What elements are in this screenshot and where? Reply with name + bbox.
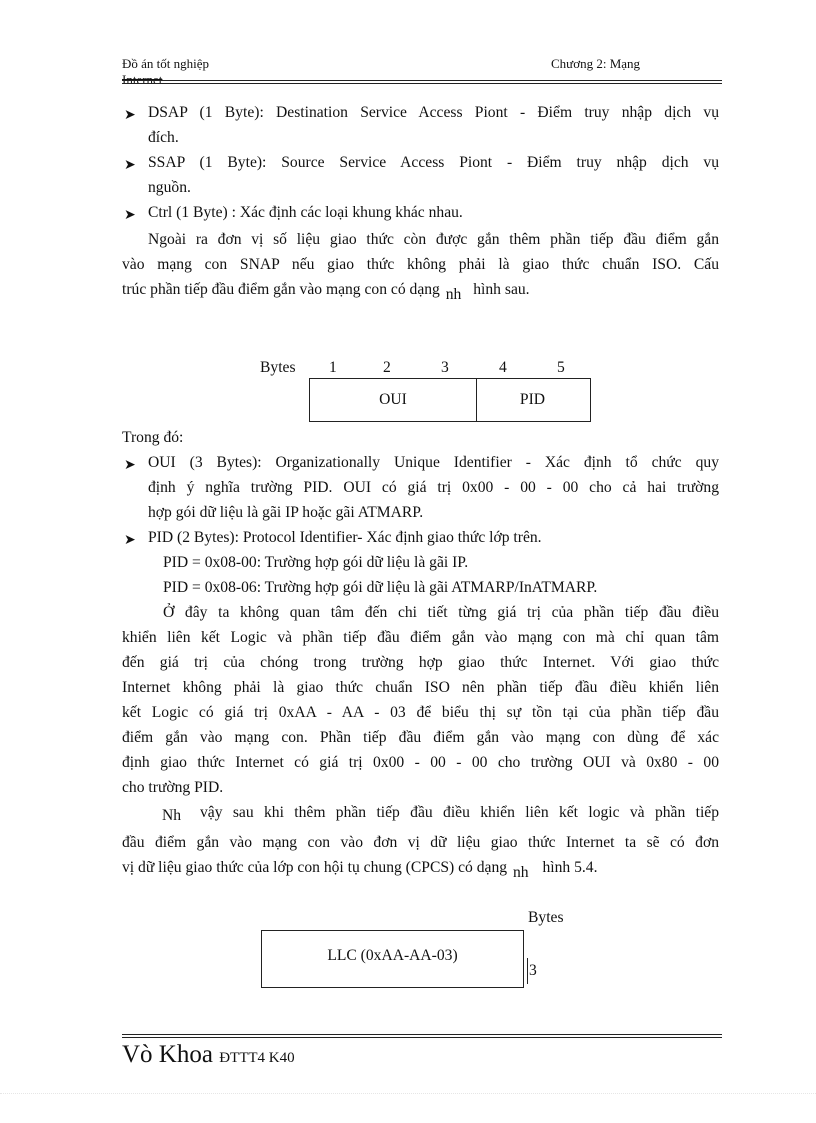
para1-line3-text: trúc phần tiếp đầu điểm gắn vào mạng con có dạng [122, 281, 440, 298]
para2-line4: Internet không phải là giao thức chuẩn ISO nên phần tiếp đầu điều khiển liên [122, 679, 719, 696]
diagram2-llc-label: LLC (0xAA-AA-03) [327, 947, 458, 964]
para3-line2: đầu điểm gắn vào mạng con vào đơn vị dữ liệu giao thức Internet ta sẽ có đơn [122, 834, 719, 851]
para3-line1-text: vậy sau khi thêm phần tiếp đầu điều khiển liên kết logic và phần tiếp [200, 804, 719, 821]
para2-line2: khiển liên kết Logic và phần tiếp đầu điểm gắn vào mạng con mà chỉ quan tâm [122, 629, 719, 646]
bullet-pid-line2: PID = 0x08-00: Trường hợp gói dữ liệu là gãi IP. [163, 554, 469, 571]
diagram1-byte-5: 5 [557, 359, 565, 376]
bullet-ssap-line1: SSAP (1 Byte): Source Service Access Piont - Điểm truy nhập dịch vụ [148, 154, 719, 171]
footer-author-class: ĐTTT4 K40 [219, 1050, 295, 1066]
bullet-oui-line1: OUI (3 Bytes): Organizationally Unique Identifier - Xác định tổ chức quy [148, 454, 719, 471]
bullet-ctrl-line1: Ctrl (1 Byte) : Xác định các loại khung khác nhau. [148, 204, 463, 221]
page-edge-dotted-line [0, 1093, 816, 1094]
bullet-dsap-line1: DSAP (1 Byte): Destination Service Access Piont - Điểm truy nhập dịch vụ [148, 104, 719, 121]
footer-author [122, 1040, 295, 1073]
bullet-pid-line3: PID = 0x08-06: Trường hợp gói dữ liệu là gãi ATMARP/InATMARP. [163, 579, 598, 596]
para1-line2: vào mạng con SNAP nếu giao thức không phải là giao thức chuẩn ISO. Cấu [122, 256, 719, 273]
bullet-arrow-icon: ➤ [124, 158, 136, 173]
diagram1-byte-1: 1 [329, 359, 337, 376]
para3-nh2: nh [512, 864, 529, 881]
footer-author-name: Vò Khoa [122, 1041, 213, 1068]
para3-line1 [162, 803, 719, 828]
bullet-oui-line3: hợp gói dữ liệu là gãi IP hoặc gãi ATMARP. [148, 504, 424, 521]
para2-line7: định giao thức Internet có giá trị 0x00 - 00 - 00 cho trường OUI và 0x80 - 00 [122, 754, 719, 771]
diagram1-byte-3: 3 [441, 359, 449, 376]
para1-line1: Ngoài ra đơn vị số liệu giao thức còn được gắn thêm phần tiếp đầu điểm gắn [148, 231, 719, 248]
bullet-ssap-line2: nguồn. [148, 179, 191, 196]
para2-line3: đến giá trị của chóng trong trường hợp giao thức Internet. Với giao thức [122, 654, 719, 671]
header-rule-top [122, 80, 722, 81]
bullet-arrow-icon: ➤ [124, 108, 136, 123]
para2-line8: cho trường PID. [122, 779, 224, 796]
diagram1-bytes-label: Bytes [260, 359, 296, 376]
diagram1-byte-2: 2 [383, 359, 391, 376]
diagram1-pid-label: PID [519, 391, 546, 408]
para2-line5: kết Logic có giá trị 0xAA - AA - 03 để biểu thị sự tồn tại của phần tiếp đầu [122, 704, 719, 721]
para3-tail: hình 5.4. [542, 859, 598, 876]
bullet-dsap-line2: đích. [148, 129, 179, 146]
diagram2-bytes-label: Bytes [528, 909, 564, 926]
diagram1-cell-oui [309, 378, 477, 422]
para1-line3 [122, 277, 719, 302]
diagram2-size-label: 3 [529, 962, 537, 979]
bullet-arrow-icon: ➤ [124, 458, 136, 473]
para2-line1: Ở đây ta không quan tâm đến chi tiết từng giá trị của phần tiếp đầu điều [163, 604, 719, 621]
bullet-oui-line2: định ý nghĩa trường PID. OUI có giá trị 0x00 - 00 - 00 cho cả hai trường [148, 479, 719, 496]
header-left-line2: Internet [122, 72, 163, 87]
header-left: Đồ án tốt nghiệp [122, 56, 210, 71]
para3-line3-text: vị dữ liệu giao thức của lớp con hội tụ chung (CPCS) có dạng [122, 859, 508, 876]
bullet-arrow-icon: ➤ [124, 533, 136, 548]
diagram1-byte-4: 4 [499, 359, 507, 376]
diagram2-cell-llc [261, 930, 524, 988]
bullet-pid-line1: PID (2 Bytes): Protocol Identifier- Xác định giao thức lớp trên. [148, 529, 542, 546]
bullet-arrow-icon: ➤ [124, 208, 136, 223]
para3-nh: Nh [162, 807, 182, 824]
para2-line6: điểm gắn vào mạng con. Phần tiếp đầu điểm gắn vào mạng con dùng để xác [122, 729, 719, 746]
trong-do-label: Trong đó: [122, 429, 184, 446]
para3-line3 [122, 855, 719, 880]
footer-rule-bottom [122, 1037, 722, 1038]
header-right: Chương 2: Mạng [551, 56, 641, 71]
para1-tail: hình sau. [473, 281, 530, 298]
footer-rule-top [122, 1034, 722, 1035]
diagram1-cell-pid [475, 378, 591, 422]
diagram1-oui-label: OUI [379, 391, 407, 408]
para1-nh: nh [445, 286, 462, 303]
header-rule-bottom [122, 83, 722, 84]
